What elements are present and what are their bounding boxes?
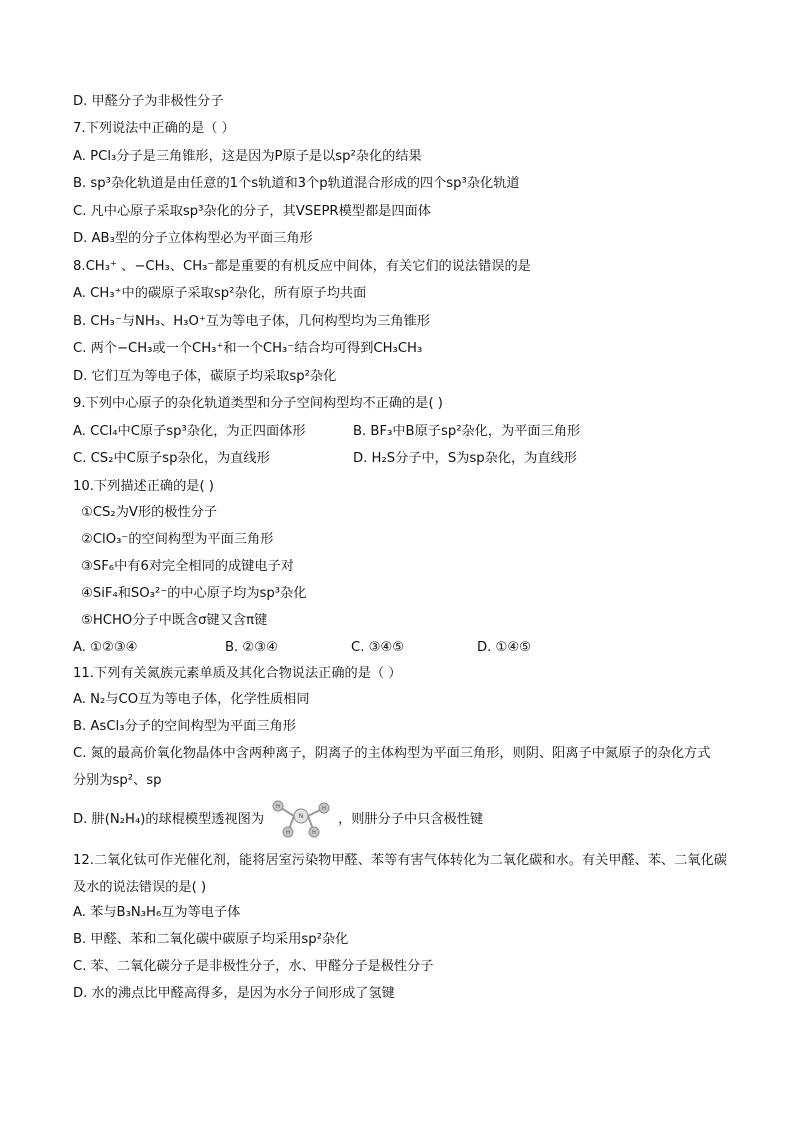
- q11-option-a: A. N₂与CO互为等电子体，化学性质相同: [73, 692, 310, 707]
- q7-option-c: C. 凡中心原子采取sp³杂化的分子，其VSEPR模型都是四面体: [73, 204, 431, 219]
- q9-row-2: [73, 449, 754, 469]
- atom-label-h: H: [322, 806, 326, 812]
- q12-option-c: C. 苯、二氧化碳分子是非极性分子，水、甲醛分子是极性分子: [73, 959, 434, 974]
- q9-option-c: C. CS₂中C原子sp杂化，为直线形: [73, 451, 270, 466]
- q7-option-d: D. AB₃型的分子立体构型必为平面三角形: [73, 231, 313, 246]
- atom-label-n: N: [298, 813, 304, 820]
- q10-option-c: C. ③④⑤: [351, 640, 405, 655]
- q12-option-a: A. 苯与B₃N₃H₆互为等电子体: [73, 905, 241, 920]
- atom-label-h: H: [286, 830, 290, 836]
- q10-statement-5: ⑤HCHO分子中既含σ键又含π键: [81, 613, 268, 628]
- q11-option-b: B. AsCl₃分子的空间构型为平面三角形: [73, 719, 296, 734]
- q9-option-a: A. CCl₄中C原子sp³杂化，为正四面体形: [73, 424, 306, 439]
- q7-option-b: B. sp³杂化轨道是由任意的1个s轨道和3个p轨道混合形成的四个sp³杂化轨道: [73, 176, 520, 191]
- q7-option-a: A. PCl₃分子是三角锥形，这是因为P原子是以sp²杂化的结果: [73, 149, 422, 164]
- q8-option-d: D. 它们互为等电子体，碳原子均采取sp²杂化: [73, 369, 337, 384]
- q10-statement-2: ②ClO₃⁻的空间构型为平面三角形: [81, 532, 274, 547]
- q10-statement-3: ③SF₆中有6对完全相同的成键电子对: [81, 559, 294, 574]
- q9-option-d: D. H₂S分子中，S为sp杂化，为直线形: [353, 451, 577, 466]
- q11-option-d-prefix: D. 肼(N₂H₄)的球棍模型透视图为: [73, 812, 265, 827]
- q8-stem: 8.CH₃⁺ 、−CH₃、CH₃⁻都是重要的有机反应中间体，有关它们的说法错误的是: [73, 259, 531, 274]
- q10-options-row: [73, 638, 754, 658]
- q7-stem: 7.下列说法中正确的是（ ）: [73, 121, 235, 136]
- q11-option-d: [73, 800, 754, 840]
- q12-stem: 12.二氧化钛可作光催化剂，能将居室污染物甲醛、苯等有害气体转化为二氧化碳和水。有关甲醛、苯、二氧化碳及水的说法错误的是( ): [73, 853, 727, 895]
- q8-option-c: C. 两个−CH₃或一个CH₃⁺和一个CH₃⁻结合均可得到CH₃CH₃: [73, 341, 423, 356]
- q10-option-d: D. ①④⑤: [477, 640, 532, 655]
- atom-label-h: H: [312, 830, 316, 836]
- q10-statement-4: ④SiF₄和SO₃²⁻的中心原子均为sp³杂化: [81, 586, 307, 601]
- q10-option-b: B. ②③④: [225, 640, 278, 655]
- q11-stem: 11.下列有关氮族元素单质及其化合物说法正确的是（ ）: [73, 666, 402, 681]
- q11-option-c: C. 氮的最高价氧化物晶体中含两种离子，阴离子的主体构型为平面三角形，则阴、阳离子中氮原子的杂化方式分别为sp²、sp: [73, 746, 711, 788]
- q8-option-b: B. CH₃⁻与NH₃、H₃O⁺互为等电子体，几何构型均为三角锥形: [73, 314, 430, 329]
- q10-option-a: A. ①②③④: [73, 640, 138, 655]
- q9-option-b: B. BF₃中B原子sp²杂化，为平面三角形: [353, 424, 581, 439]
- q9-stem: 9.下列中心原子的杂化轨道类型和分子空间构型均不正确的是( ): [73, 396, 443, 411]
- q9-row-1: [73, 422, 754, 442]
- q12-option-d: D. 水的沸点比甲醛高得多，是因为水分子间形成了氢键: [73, 986, 395, 1001]
- hydrazine-ball-stick-model: [268, 800, 334, 840]
- q12-option-b: B. 甲醛、苯和二氧化碳中碳原子均采用sp²杂化: [73, 932, 349, 947]
- q6-option-d: D. 甲醛分子为非极性分子: [73, 94, 224, 109]
- atom-label-h: H: [276, 804, 280, 810]
- q10-statement-1: ①CS₂为V形的极性分子: [81, 505, 218, 520]
- q8-option-a: A. CH₃⁺中的碳原子采取sp²杂化，所有原子均共面: [73, 286, 367, 301]
- q10-stem: 10.下列描述正确的是( ): [73, 479, 214, 494]
- q11-option-d-suffix: ，则肼分子中只含极性键: [338, 812, 484, 827]
